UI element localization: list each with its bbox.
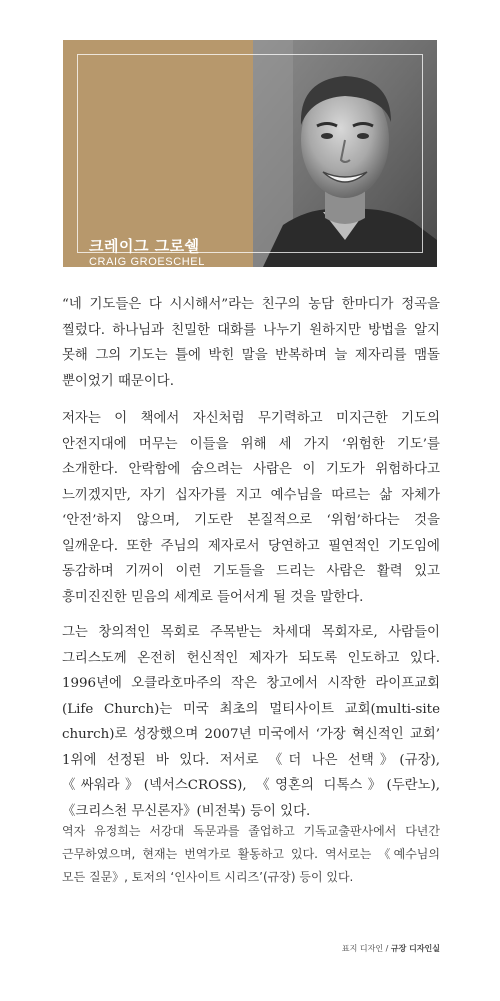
author-name-english: CRAIG GROESCHEL: [89, 256, 205, 267]
credit-label: 표지 디자인 /: [341, 944, 391, 953]
panel-frame: [77, 54, 423, 253]
bio-paragraph-2: 저자는 이 책에서 자신처럼 무기력하고 미지근한 기도의 안전지대에 머무는 이들을 위해 세 가지 ‘위험한 기도’를 소개한다. 안락함에 숨으려는 사람은 이 기도가 위험하다고 느끼겠지만, 자기 십자가를 지고 예수님을 따르는 삶 자체가 ‘안전’하지 않으며, 기도란 본질적으로 ‘위험’하다는 것을 일깨운다. 또한 주님의 제자로서 당연하고 필연적인 기도임에 동감하며 기꺼이 이런 기도들을 드리는 사람은 활력 있고 흥미진진한 믿음의 세계로 들어서게 될 것을 말한다.: [62, 411, 440, 605]
cover-design-credit: [342, 943, 440, 954]
translator-bio: 역자 유정희는 서강대 독문과를 졸업하고 기독교출판사에서 다년간 근무하였으며, 현재는 번역가로 활동하고 있다. 역서로는 《예수님의 모든 질문》, 토저의 ‘인사이트 시리즈’(규장) 등이 있다.: [62, 824, 440, 884]
author-header-panel: [63, 40, 437, 267]
bio-paragraph-3: 그는 창의적인 목회로 주목받는 차세대 목회자로, 사람들이 그리스도께 온전히 헌신적인 제자가 되도록 인도하고 있다. 1996년에 오클라호마주의 작은 창고에서 시작한 라이프교회(Life Church)는 미국 최초의 멀티사이트 교회(multi-site church)로 성장했으며 2007년 미국에서 ‘가장 혁신적인 교회’ 1위에 선정된 바 있다. 저서로 《더 나은 선택》(규장), 《싸워라》(넥서스CROSS), 《영혼의 디톡스》(두란노), 《크리스천 무신론자》(비전북) 등이 있다.: [62, 625, 440, 819]
author-name-korean: 크레이그 그로쉘: [89, 237, 200, 255]
credit-designer: 규장 디자인실: [390, 944, 440, 953]
bio-paragraph-1: “네 기도들은 다 시시해서”라는 친구의 농담 한마디가 정곡을 찔렀다. 하나님과 친밀한 대화를 나누기 원하지만 방법을 알지 못해 그의 기도는 틀에 박힌 말을 반복하며 늘 제자리를 맴돌 뿐이었기 때문이다.: [62, 297, 440, 389]
